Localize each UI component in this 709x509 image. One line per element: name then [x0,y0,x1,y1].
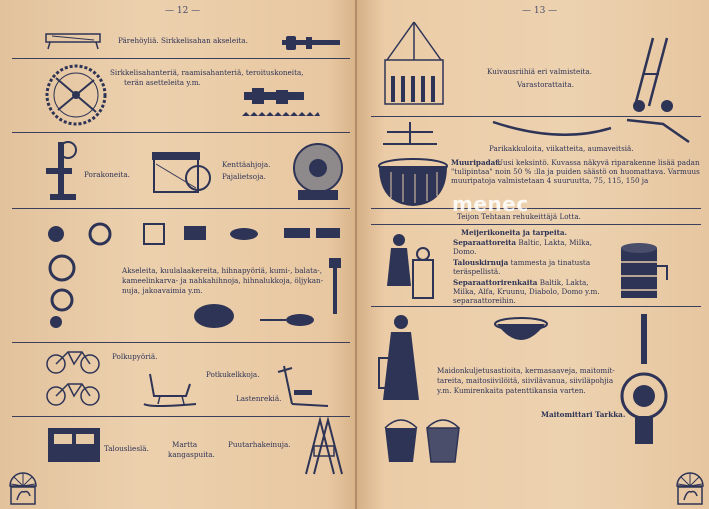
caption-drying-2: Varastorattaita. [517,80,574,89]
dairy-item-text: Baltic, Lakta, Milka, Domo. [453,238,593,257]
rake-icon [377,118,443,148]
rooster-logo-icon [8,462,38,506]
drying-rack-icon [381,20,447,110]
caption-lotta: Teijon Tehtaan rehukeittäjä Lotta. [457,212,581,221]
pulleys-icon [44,254,84,330]
dairy-item-title: Separaattorirenkaita [453,278,538,287]
stove-icon [46,424,102,464]
milkmaid-icon [379,230,439,308]
moulds-text: Uusi keksintö. Kuvassa näkyvä riparakenne lisää padan "tulipintaa" noin 50 % :lla ja puiden säästö on huomattava. Varmuus muuripatoja valmistetaan 4 suuruutta, 75, 115, 150 ja [451,158,700,186]
page-number-right: — 13 — [522,6,558,16]
wrench-icon [328,258,342,314]
caption-axles-1: Akseleita, kuulalaakereita, hihnapyöriä, kumi-, balata-, [122,266,322,275]
dairy-item-text: tammesta ja tinatusta teräspellistä. [453,258,591,277]
planer-machine-icon [44,30,102,50]
caption-sleds: Lastenrekiä. [236,394,282,403]
bicycle-icon [44,348,102,374]
strainer-icon [493,316,549,352]
moulds-title: Muuripadat: [451,158,502,167]
hand-truck-icon [627,34,679,114]
milk-meter-icon [619,314,669,448]
caption-forges-2: Pajalietsoja. [222,172,266,181]
watermark: menec [452,192,529,216]
belts-oilcan-icon [190,300,322,332]
caption-saws-1: Sirkkelisahanteriä, raamisahanteriä, teroituskoneita, [110,68,304,77]
dairy-item-rings [453,278,609,306]
sled-icon [140,364,200,410]
kicksled-icon [270,364,330,410]
dairy-item-churns [453,258,609,276]
bicycle-icon [44,380,102,406]
caption-drying-1: Kuivausriihiä eri valmisteita. [487,67,592,76]
caption-tarkka: Maitomittari Tarkka. [541,410,626,419]
caption-drills: Porakoneita. [84,170,130,179]
divider [12,58,350,59]
bucket-icon [423,418,463,464]
swing-icon [300,416,348,476]
caption-milk-2: tareita, maitosiivilöitä, siivilävanua, siiviläpohjia [437,376,614,385]
forge-icon [148,150,212,198]
caption-bicycles: Polkupyöriä. [112,352,158,361]
caption-looms: Talouslieslä. [104,444,149,453]
divider [12,132,350,133]
saw-axle-icon [280,34,342,52]
divider [371,208,701,209]
cauldron-icon [375,156,451,208]
caption-spinning-1: Martta [172,440,198,449]
churn-icon [615,236,669,306]
divider [371,306,701,307]
scythe-icon [489,118,615,138]
page-number-left: — 12 — [165,6,201,16]
caption-milk-1: Maidonkuljetusastioita, kermasaaveja, maitomit- [437,366,615,375]
drill-icon [42,138,84,202]
right-page [357,0,709,509]
caption-kicksleds: Potkukelkkoja. [206,370,260,379]
rooster-logo-icon [675,462,705,506]
caption-forges-1: Kenttäahjoja. [222,160,271,169]
bucket-icon [381,418,421,464]
caption-spinning-2: kangaspuita. [168,450,215,459]
sharpener-icon [240,86,322,122]
caption-garden: Puutarhakeinuja. [228,440,291,449]
caption-milk-3: y.m. Kumirenkaita patenttikansia varten. [437,386,586,395]
divider [12,208,350,209]
caption-axles-2: kameelinkarva- ja nahkahihnoja, hihnalukkoja, öljykan- [122,276,324,285]
dairy-item-text: Baltik, Lakta, Milka, Alfa, Kruunu, Diabolo, Domo y.m. separaattoreihin. [453,278,600,306]
blower-icon [288,140,348,202]
saw-blade-icon [42,64,110,126]
dairy-item-title: Talouskirnuja [453,258,509,267]
divider [12,342,350,343]
dairy-title: Meijerikoneita ja tarpeita. [461,228,568,237]
caption-sawframes: Pärehöyliä. Sirkkelisahan akseleita. [118,36,248,45]
knife-icon [623,116,693,144]
dairy-item-separators [453,238,609,256]
divider [371,224,701,225]
caption-axles-3: nuja, jakoavaimia y.m. [122,286,203,295]
caption-scythes: Parikakkuloita, viikatteita, aumaveitsiä. [489,144,634,153]
bearing-parts-icon [44,222,344,246]
caption-saws-2: terän asetteleita y.m. [124,78,201,87]
dairymaid-icon [375,312,431,410]
dairy-item-title: Separaattoreita [453,238,517,247]
